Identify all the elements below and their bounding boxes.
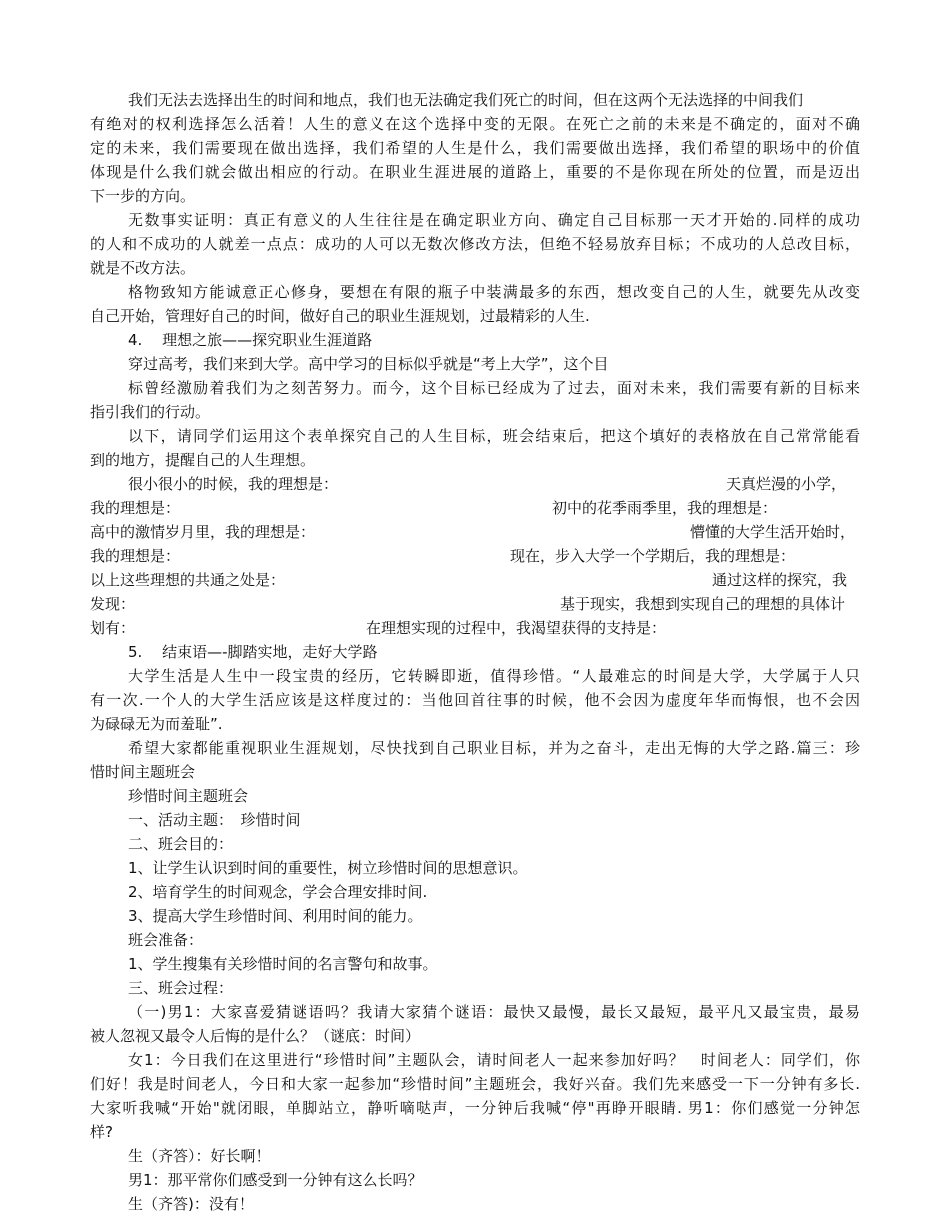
paragraph-line: 到的地方，提醒自己的人生理想。 [90,451,316,469]
paragraph-line: 标曾经激励着我们为之刻苦努力。而今，这个目标已经成为了过去，面对未来，我们需要有新的目标来 [128,379,860,397]
section-heading: 4. 理想之旅——探究职业生涯道路 [128,331,373,349]
paragraph-line: 定的未来，我们需要现在做出选择，我们希望的人生是什么，我们需要做出选择，我们希望的职场中的价值 [90,139,860,157]
form-prompt: 现在，步入大学一个学期后，我的理想是： [510,547,796,565]
form-prompt: 初中的花季雨季里，我的理想是： [552,499,778,517]
paragraph-line: 穿过高考，我们来到大学。高中学习的目标似乎就是“考上大学”，这个目 [128,355,609,373]
paragraph-line: 女1：今日我们在这里进行“珍惜时间”主题队会，请时间老人一起来参加好吗？ 时间老人：同学们，你 [128,1051,860,1069]
paragraph-line: 有一次.一个人的大学生活应该是这样度过的：当他回首往事的时候，他不会因为虚度年华而悔恨，也不会因 [90,691,860,709]
paragraph-line: 有绝对的权利选择怎么活着！人生的意义在这个选择中变的无限。在死亡之前的未来是不确定的，面对不确 [90,115,860,133]
list-item: 二、班会目的： [128,835,234,853]
form-line [90,473,860,495]
form-prompt: 在理想实现的过程中，我渴望获得的支持是： [366,619,667,637]
section-title: 珍惜时间主题班会 [128,787,249,805]
dialogue-line: 生（齐答)：没有！ [128,1195,254,1213]
form-prompt: 很小很小的时候，我的理想是： [128,475,339,493]
form-line [90,521,860,543]
paragraph-line: 惜时间主题班会 [90,763,196,781]
form-prompt: 高中的激情岁月里，我的理想是： [90,523,316,541]
form-prompt: 划有： [90,619,136,637]
form-prompt: 基于现实，我想到实现自己的理想的具体计 [560,595,846,613]
form-line [90,593,860,615]
paragraph-line: 格物致知方能诚意正心修身，要想在有限的瓶子中装满最多的东西，想改变自己的人生，就要先从改变 [128,283,860,301]
form-prompt: 天真烂漫的小学， [726,475,847,493]
dialogue-line: 生（齐答）：好长啊！ [128,1147,271,1165]
form-prompt: 我的理想是： [90,547,181,565]
section-heading: 5. 结束语—-脚踏实地，走好大学路 [128,643,378,661]
list-item: 三、班会过程： [128,979,234,997]
form-prompt: 通过这样的探究，我 [712,571,848,589]
paragraph-line: 无数事实证明：真正有意义的人生往往是在确定职业方向、确定自己目标那一天才开始的.同样的成功 [128,211,860,229]
paragraph-line: 的人和不成功的人就差一点点：成功的人可以无数次修改方法，但绝不轻易放弃目标；不成功的人总改目标， [90,235,860,253]
paragraph-line: 以下，请同学们运用这个表单探究自己的人生目标，班会结束后，把这个填好的表格放在自己常常能看 [128,427,860,445]
form-prompt: 懵懂的大学生活开始时， [690,523,856,541]
paragraph-line: 们好！我是时间老人，今日和大家一起参加“珍惜时间”主题班会，我好兴奋。我们先来感受一下一分钟有多长. [90,1075,860,1093]
paragraph-line: 指引我们的行动。 [90,403,211,421]
paragraph-line: 大学生活是人生中一段宝贵的经历，它转瞬即逝，值得珍惜。“人最难忘的时间是大学，大学属于人只 [128,667,860,685]
paragraph-line: 下一步的方向。 [90,187,196,205]
list-item: 1、学生搜集有关珍惜时间的名言警句和故事。 [128,955,438,973]
paragraph-line: 大家听我喊“开始"就闭眼，单脚站立，静听嘀哒声，一分钟后我喊“停"再睁开眼睛. 男1：你们感觉一分钟怎 [90,1099,860,1117]
paragraph-line: 自己开始，管理好自己的时间，做好自己的职业生涯规划，过最精彩的人生. [90,307,590,325]
list-item: 1、让学生认识到时间的重要性，树立珍惜时间的思想意识。 [128,859,528,877]
list-item: 2、培育学生的时间观念，学会合理安排时间. [128,883,428,901]
paragraph-line: 就是不改方法。 [90,259,196,277]
paragraph-line: 我们无法去选择出生的时间和地点，我们也无法确定我们死亡的时间，但在这两个无法选择的中间我们 [128,91,804,109]
form-line [90,497,860,519]
list-item: 班会准备： [128,931,204,949]
form-prompt: 我的理想是： [90,499,181,517]
paragraph-line: 体现是什么我们就会做出相应的行动。在职业生涯进展的道路上，重要的不是你现在所处的位置，而是迈出 [90,163,860,181]
list-item: 3、提高大学生珍惜时间、利用时间的能力。 [128,907,423,925]
list-item: 一、活动主题： 珍惜时间 [128,811,301,829]
form-prompt: 发现： [90,595,136,613]
paragraph-line: 被人忽视又最令人后悔的是什么？（谜底：时间） [90,1027,421,1045]
form-prompt: 以上这些理想的共通之处是： [90,571,286,589]
form-line [90,569,860,591]
dialogue-line: 男1：那平常你们感受到一分钟有这么长吗？ [128,1171,423,1189]
form-line [90,545,860,567]
paragraph-line: 样? [90,1123,113,1141]
paragraph-line: 希望大家都能重视职业生涯规划，尽快找到自己职业目标，并为之奋斗，走出无悔的大学之路.篇三：珍 [128,739,860,757]
form-line [90,617,860,639]
paragraph-line: （一)男1：大家喜爱猜谜语吗？我请大家猜个谜语：最快又最慢，最长又最短，最平凡又最宝贵，最易 [128,1003,860,1021]
paragraph-line: 为碌碌无为而羞耻”. [90,715,223,733]
